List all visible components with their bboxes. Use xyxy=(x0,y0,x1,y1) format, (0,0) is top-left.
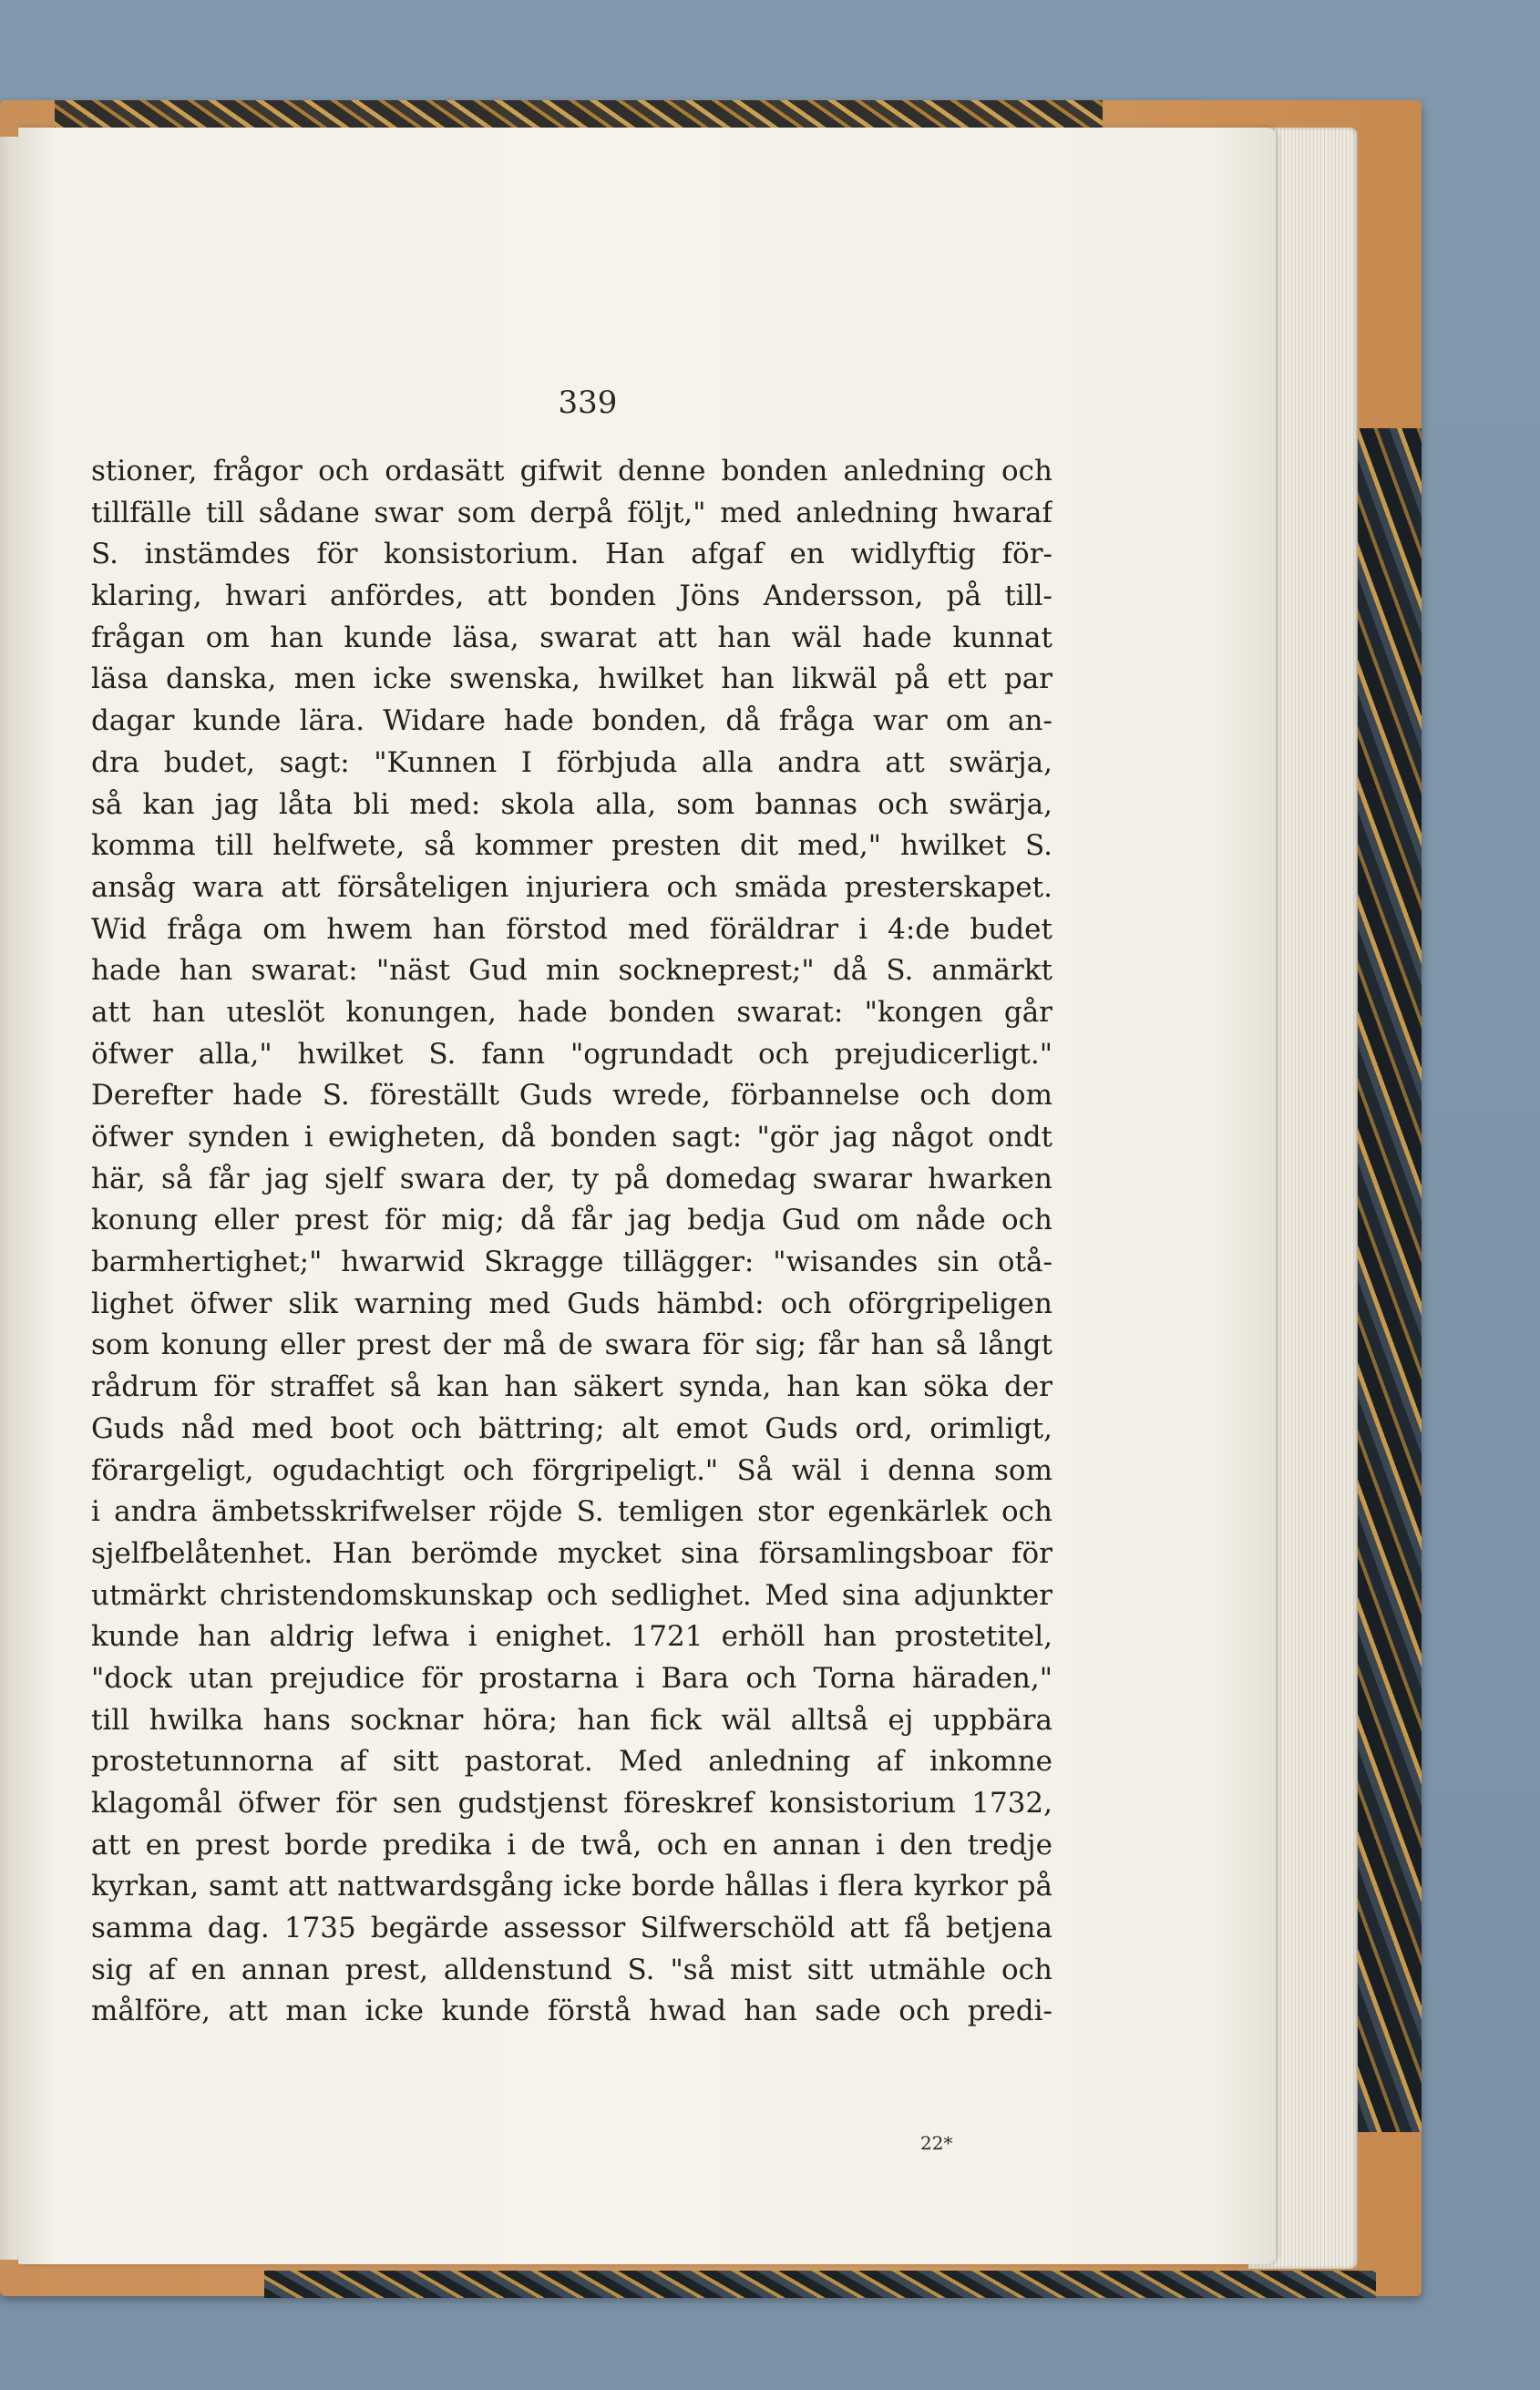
text-line: samma dag. 1735 begärde assessor Silfwerschöld att få betjena xyxy=(91,1912,1052,1945)
text-line: tillfälle till sådane swar som derpå följt," med anledning hwaraf xyxy=(91,496,1052,529)
text-line: att en prest borde predika i de twå, och en annan i den tredje xyxy=(91,1828,1052,1862)
page-number: 339 xyxy=(558,385,618,421)
text-line: klagomål öfwer för sen gudstjenst föreskref konsistorium 1732, xyxy=(91,1787,1052,1820)
text-line: dagar kunde lära. Widare hade bonden, då fråga war om an- xyxy=(91,704,1052,738)
text-line: som konung eller prest der må de swara för sig; får han så långt xyxy=(91,1328,1052,1362)
text-line: till hwilka hans socknar höra; han fick wäl alltså ej uppbära xyxy=(91,1703,1052,1737)
text-line: utmärkt christendomskunskap och sedlighet. Med sina adjunkter xyxy=(91,1578,1052,1612)
text-line: klaring, hwari anfördes, att bonden Jöns Andersson, på till- xyxy=(91,580,1052,613)
text-line: konung eller prest för mig; då får jag bedja Gud om nåde och xyxy=(91,1204,1052,1237)
text-line: att han uteslöt konungen, hade bonden swarat: "kongen går xyxy=(91,995,1052,1029)
text-line: rådrum för straffet så kan han säkert synda, han kan söka der xyxy=(91,1370,1052,1404)
text-line: barmhertighet;" hwarwid Skragge tillägger: "wisandes sin otå- xyxy=(91,1246,1052,1279)
text-line: Wid fråga om hwem han förstod med föräldrar i 4:de budet xyxy=(91,912,1052,946)
book-page xyxy=(18,128,1276,2264)
text-line: förargeligt, ogudachtigt och förgripeligt." Så wäl i denna som xyxy=(91,1453,1052,1487)
text-line: sig af en annan prest, alldenstund S. "så mist sitt utmähle och xyxy=(91,1953,1052,1986)
text-line: här, så får jag sjelf swara der, ty på domedag swarar hwarken xyxy=(91,1162,1052,1195)
text-line: läsa danska, men icke swenska, hwilket han likwäl på ett par xyxy=(91,662,1052,696)
text-line: "dock utan prejudice för prostarna i Bara och Torna häraden," xyxy=(91,1661,1052,1695)
text-line: frågan om han kunde läsa, swarat att han wäl hade kunnat xyxy=(91,621,1052,654)
marbled-fore-edge xyxy=(1358,428,1422,2132)
text-line: Guds nåd med boot och bättring; alt emot Guds ord, orimligt, xyxy=(91,1411,1052,1445)
text-line: kyrkan, samt att nattwardsgång icke borde hållas i flera kyrkor på xyxy=(91,1870,1052,1903)
text-line: kunde han aldrig lefwa i enighet. 1721 erhöll han prostetitel, xyxy=(91,1620,1052,1654)
text-line: S. instämdes för konsistorium. Han afgaf en widlyftig för- xyxy=(91,538,1052,571)
printer-signature-mark: 22* xyxy=(920,2132,953,2154)
text-line: prostetunnorna af sitt pastorat. Med anledning af inkomne xyxy=(91,1745,1052,1779)
text-line: målföre, att man icke kunde förstå hwad han sade och predi- xyxy=(91,1995,1052,2028)
text-line: öfwer synden i ewigheten, då bonden sagt: "gör jag något ondt xyxy=(91,1121,1052,1154)
text-line: i andra ämbetsskrifwelser röjde S. temligen stor egenkärlek och xyxy=(91,1495,1052,1529)
text-line: ansåg wara att försåteligen injuriera och smäda presterskapet. xyxy=(91,870,1052,904)
page-text-block xyxy=(91,451,1052,2033)
marbled-bottom-edge xyxy=(264,2271,1376,2298)
text-line: hade han swarat: "näst Gud min sockneprest;" då S. anmärkt xyxy=(91,954,1052,988)
text-line: dra budet, sagt: "Kunnen I förbjuda alla andra att swärja, xyxy=(91,745,1052,779)
text-line: Derefter hade S. föreställt Guds wrede, förbannelse och dom xyxy=(91,1079,1052,1113)
text-line: komma till helfwete, så kommer presten dit med," hwilket S. xyxy=(91,829,1052,863)
text-line: så kan jag låta bli med: skola alla, som bannas och swärja, xyxy=(91,787,1052,821)
text-line: stioner, frågor och ordasätt gifwit denne bonden anledning och xyxy=(91,455,1052,487)
text-line: öfwer alla," hwilket S. fann "ogrundadt och prejudicerligt." xyxy=(91,1037,1052,1071)
text-line: lighet öfwer slik warning med Guds hämbd: och oförgripeligen xyxy=(91,1287,1052,1320)
text-line: sjelfbelåtenhet. Han berömde mycket sina församlingsboar för xyxy=(91,1536,1052,1570)
